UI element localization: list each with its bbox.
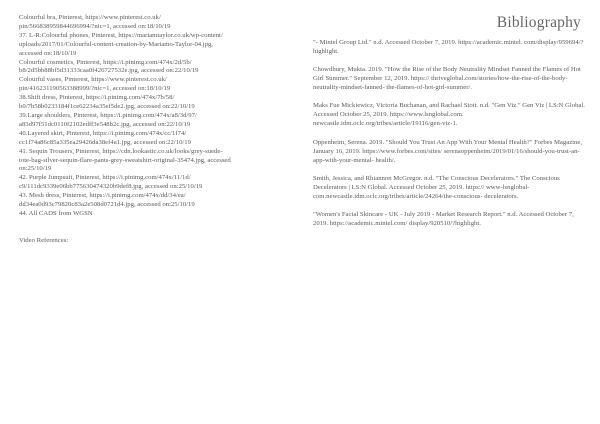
image-reference-shift-dress: 38.Shift dress, Pinterest, https://i.pinimg.com/474x/7b/58/ b0/7b58b0233184f1ce62234a35ef5de2.jpg, accessed on:22/10/19 xyxy=(19,94,195,111)
image-reference-mesh-dress: 43. Mesh dress, Pinterest, https://i.pinimg.com/474x/dd/34/ea/ dd34ea0d93c79820c83a2e508d0721d4.jpg, accessed on:25/10/19 xyxy=(19,192,195,209)
image-reference-wgsn-cads: 44. All CADS from WGSN xyxy=(19,209,93,217)
image-reference-purple-jumpsuit: 42. Purple Jumpsuit, Pinterest, https://i.pinimg.com/474x/11/1d/ c9/111dc9339e06bb775630474320b9def8.jpg, accessed on:25/10/19 xyxy=(19,174,203,191)
image-references-column xyxy=(19,14,289,246)
image-reference-colourful-phones: 37. L-R:Colourful phones, Pinterest, https://mariamtaylor.co.uk/wp-content/ uploads/2017/01/Colourful-content-creation-by-Mariamo-Taylor-04.jpg, accessed on:18/10/19 xyxy=(19,31,223,57)
bibliography-entry-smith-mcgregor: Smith, Jessica, and Rhiannon McGregor. n.d. "The Conscious Decelerators." The Conscious Decelerators | LS:N Global. Accessed October 25, 2019. https:// www-lsnglobal-com.newcastle.idm.oclc.org/tribes/article/24264/the-conscious- decelerators. xyxy=(313,174,560,200)
image-reference-colourful-cosmetics: Colourful cosmetics, Pinterest, https://i.pinimg.com/474x/2d/5b/ b8/2d5bb88bf5d31333caa0f426727532e.jpg, accessed on:22/10/19 xyxy=(19,58,199,75)
bibliography-entry-mintel: "- Mintel Group Ltd." n.d. Accessed October 7, 2019. https://academic.mintel. com/display/959694/?highlight. xyxy=(313,39,584,55)
bibliography-heading: Bibliography xyxy=(496,14,581,31)
bibliography-column xyxy=(313,14,585,237)
image-reference-large-shoulders: 39.Large shoulders, Pinterest, https://i.pinimg.com/474x/a8/3d/97/ a83d97f51dc0110f2102edff3e548b2c.jpg, accessed on:22/10/19 xyxy=(19,111,197,128)
image-reference-colourful-vases: Colourful vases, Pinterest, https://www.pinterest.co.uk/ pin/416231190563388999/?nic=1, accessed on:18/10/19 xyxy=(19,76,171,93)
image-reference-sequin-trousers: 41. Sequin Trousers, Pinterest, https://cdn.lookastic.co.uk/looks/grey-suede- tote-bag-silver-sequin-flare-pants-grey-sweatshirt-original-35474.jpg, accessed on:25/10/19 xyxy=(19,147,231,173)
bibliography-entry-chowdhury: Chowdhury, Mukta. 2019. "How the Rise of the Body Neutrality Mindset Fanned the Flames of Hot Girl Summer." September 12, 2019. https:// thriveglobal.com/stories/how-the-rise-of-the-body-neutrality-mindset-fanned- the-flames-of-hot-girl-summer/. xyxy=(313,66,581,92)
bibliography-entry-womens-skincare: "Women's Facial Skincare - UK - July 2019 - Market Research Report." n.d. Accessed October 7, 2019. https://academic.mintel.com/ display/920510/?highlight. xyxy=(313,210,574,227)
bibliography-entry-gen-viz: Maks Fue Mickiewicz, Victoria Buchanan, and Rachael Stott. n.d. "Gen Viz." Gen Viz | LS:N Global. Accessed October 25, 2019. https://www.lsnglobal.com. newcastle.idm.oclc.org/tribes/article/19116/gen-viz-1. xyxy=(313,102,585,128)
image-reference-colourful-bra: Colourful bra, Pinterest, https://www.pinterest.co.uk/ pin/566838959844696994/?nic=1, accessed on:18/10/19 xyxy=(19,14,171,30)
bibliography-entry-oppenheim: Oppenheim, Serena. 2019. "Should You Trust An App With Your Mental Health?" Forbes Magazine, January 16, 2019. https://www.forbes.com/sites/ serenaoppenheim/2019/01/16/should-you-trust-an-app-with-your-mental- health/. xyxy=(313,138,583,164)
video-references-label: Video References: xyxy=(19,236,69,244)
image-reference-layered-skirt: 40.Layered skirt, Pinterest, https://i.pinimg.com/474x/cc/1f74/ cc1f74a86c85a335ea29426da38ef4a1.jpg, accessed on:22/10/19 xyxy=(19,129,191,146)
